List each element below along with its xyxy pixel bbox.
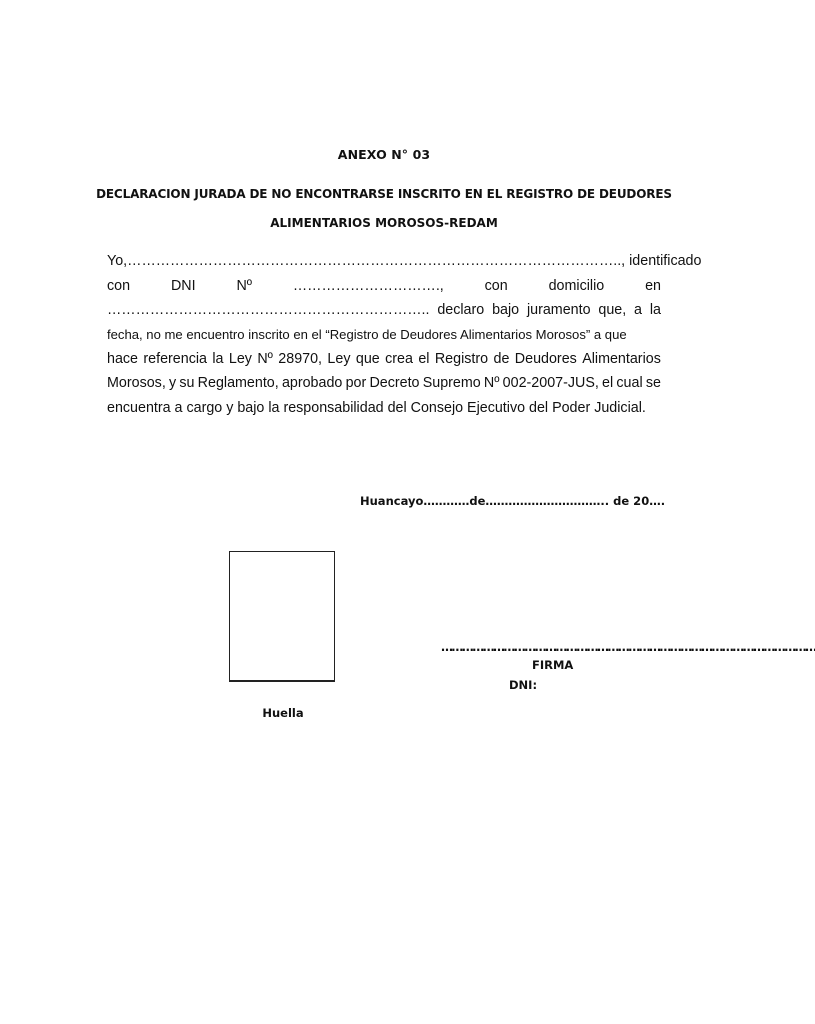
word: crea [385,351,413,367]
word: declaro [437,302,485,318]
word: referencia [143,351,207,367]
fingerprint-label: Huella [262,706,304,720]
city-date-line: Huancayo…………de………………………….. de 20…. [360,494,666,508]
document-heading-line-1: DECLARACION JURADA DE NO ENCONTRARSE INSCRITO EN EL REGISTRO DE DEUDORES [96,187,672,201]
word: Ley [327,351,351,367]
word: Nº [483,375,500,391]
document-heading-line-2: ALIMENTARIOS MOROSOS-REDAM [270,216,498,230]
fingerprint-box [229,551,335,682]
word: hace [107,351,139,367]
word: a [634,302,642,318]
word: de [493,351,510,367]
word: Decreto [369,375,420,391]
word: Alimentarios [582,351,661,367]
word: que, [598,302,627,318]
word: el [602,375,614,391]
word: Deudores [514,351,577,367]
word: con [107,278,131,294]
word: Morosos, [107,375,166,391]
word: …………………………., [292,278,444,294]
declaration-line-6 [107,374,661,392]
word: Supremo [422,375,481,391]
word: Reglamento, [197,375,279,391]
word: el [418,351,430,367]
signature-line: ……………………………………………………………………………………………… [441,640,815,654]
word: ………………………………………………………….. [107,302,430,318]
signature-label: FIRMA [532,658,574,672]
word: en [645,278,661,294]
declaration-line-7: encuentra a cargo y bajo la responsabilidad del Consejo Ejecutivo del Poder Judicial. [107,400,646,416]
annex-title: ANEXO N° 03 [337,147,431,162]
word: su [179,375,195,391]
word: domicilio [548,278,605,294]
word: aprobado [281,375,343,391]
word: la [212,351,224,367]
declaration-line-1: Yo,………………………………………………………………………………………….., identificado [107,253,702,269]
word: Registro [434,351,489,367]
word: la [649,302,661,318]
word: 002-2007-JUS, [502,375,599,391]
word: Nº [236,278,252,294]
word: bajo [492,302,520,318]
word: y [169,375,177,391]
word: cual [616,375,643,391]
word: Nº [257,351,273,367]
declaration-line-2 [107,277,661,295]
dni-label: DNI: [509,678,538,692]
word: que [355,351,380,367]
word: se [645,375,661,391]
word: DNI [170,278,196,294]
word: 28970, [278,351,323,367]
word: juramento [526,302,591,318]
word: por [345,375,367,391]
word: con [484,278,508,294]
declaration-line-3 [107,301,661,319]
word: Ley [228,351,252,367]
declaration-line-4: fecha, no me encuentro inscrito en el “Registro de Deudores Alimentarios Morosos” a que [107,327,627,342]
declaration-line-5 [107,350,661,368]
